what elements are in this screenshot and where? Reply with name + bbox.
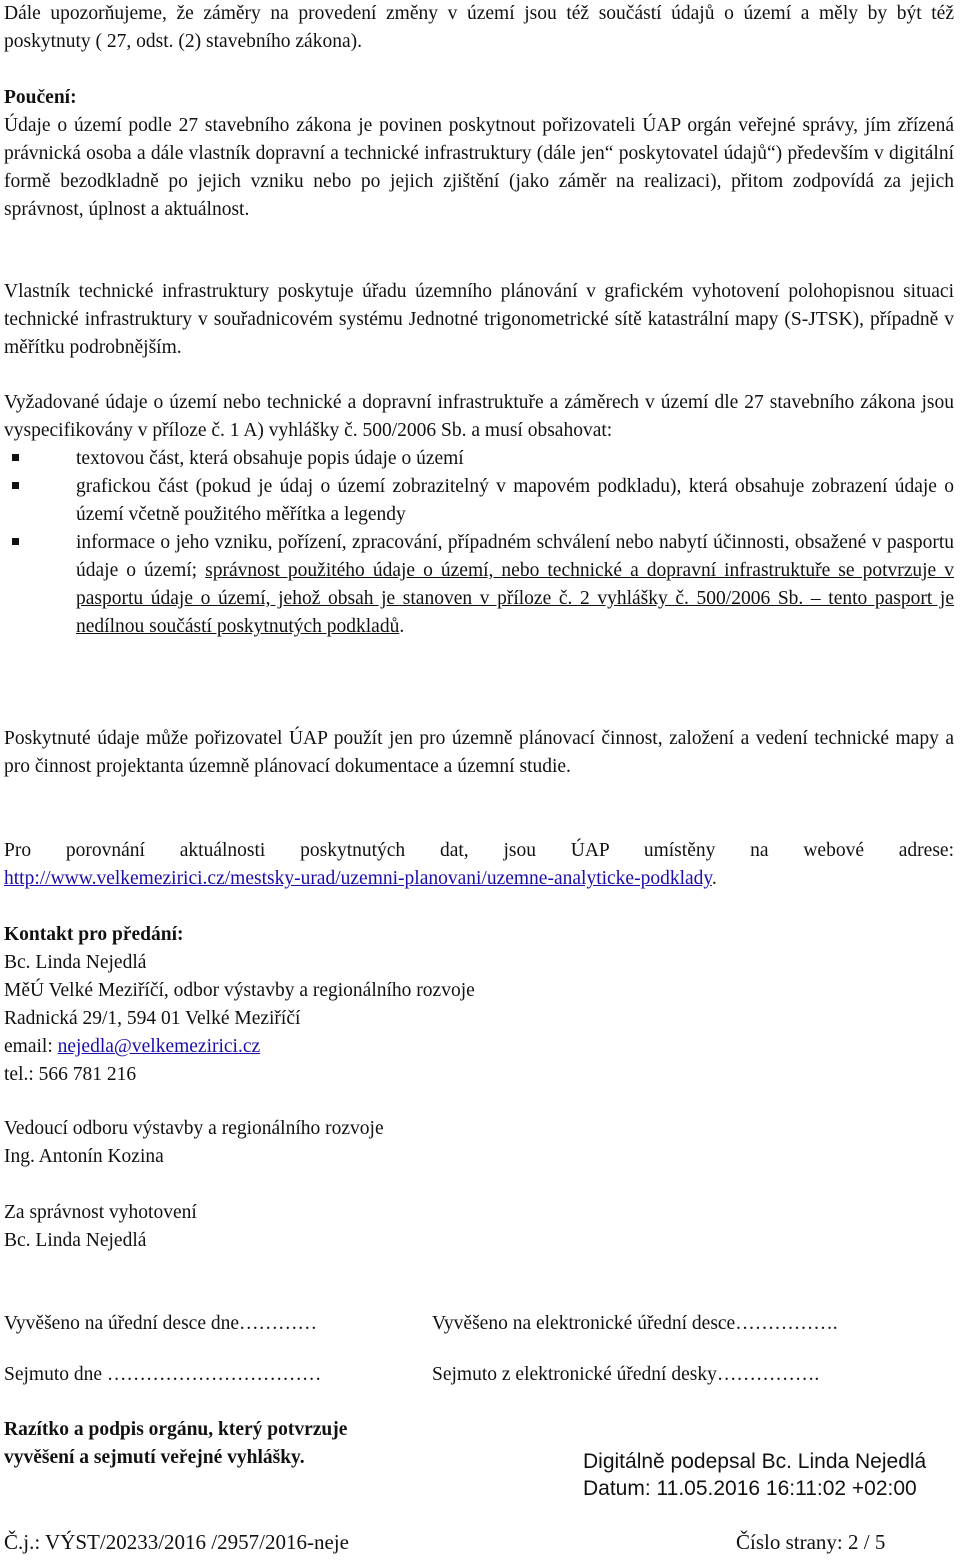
list-item-end: . <box>399 616 405 637</box>
list-item-underlined-text: správnost použitého údaje o území, nebo technické a dopravní infrastruktuře se potvrzuje v pasportu údaje o území, jehož obsah je stanoven v příloze č. 2 vyhlášky č. 500/2006 Sb. – tento pasport je nedílnou součástí poskytnutých podkladů <box>76 560 954 637</box>
kontakt-tel: tel.: 566 781 216 <box>4 1064 137 1085</box>
list-item <box>4 445 954 473</box>
porovnani-text: Pro porovnání aktuálnosti poskytnutých dat, jsou ÚAP umístěny na webové adrese: <box>4 840 954 861</box>
signature-line-2: Datum: 11.05.2016 16:11:02 +02:00 <box>583 1477 917 1500</box>
razitko-line-1: Razítko a podpis orgánu, který potvrzuje <box>4 1419 348 1440</box>
kontakt-heading: Kontakt pro předání: <box>4 924 184 945</box>
spravnost-title: Za správnost vyhotovení <box>4 1202 197 1223</box>
porovnani-text-container <box>4 837 954 893</box>
vyveseno-field: Vyvěšeno na úřední desce dne………… <box>4 1313 317 1334</box>
footer-reference-number: Č.j.: VÝST/20233/2016 /2957/2016-neje <box>4 1530 349 1554</box>
requirements-list <box>4 445 954 641</box>
vlastnik-paragraph <box>4 278 954 362</box>
vedouci-title: Vedoucí odboru výstavby a regionálního rozvoje <box>4 1118 384 1139</box>
sejmuto-field: Sejmuto dne …………………………… <box>4 1364 322 1385</box>
pouceni-section <box>4 84 954 224</box>
list-item <box>4 473 954 529</box>
kontakt-office: MěÚ Velké Meziříčí, odbor výstavby a regionálního rozvoje <box>4 980 475 1001</box>
vyzadovane-section <box>4 389 954 641</box>
square-bullet-icon <box>12 538 19 545</box>
spravnost-section <box>4 1199 954 1255</box>
square-bullet-icon <box>12 454 19 461</box>
digital-signature <box>583 1448 926 1502</box>
email-label: email: <box>4 1036 58 1057</box>
sejmuto-el-field: Sejmuto z elektronické úřední desky……………. <box>432 1364 820 1385</box>
pouceni-text: Údaje o území podle 27 stavebního zákona je povinen poskytnout pořizovateli ÚAP orgán veřejné správy, jím zřízená právnická osoba a dále vlastník dopravní a technické infrastruktury (dále jen“ poskytovatel údajů“) především v digitální formě bezodkladně po jejich vzniku nebo po jejich zjištění (jako záměr na realizaci), přitom zodpovídá za jejich správnost, úplnost a aktuálnost. <box>4 115 954 220</box>
poskytnute-paragraph <box>4 725 954 781</box>
porovnani-end: . <box>711 868 717 889</box>
intro-paragraph <box>4 0 954 56</box>
signature-line-1: Digitálně podepsal Bc. Linda Nejedlá <box>583 1450 927 1473</box>
footer-page-number: Číslo strany: 2 / 5 <box>736 1530 886 1554</box>
poskytnute-text: Poskytnuté údaje může pořizovatel ÚAP použít jen pro územně plánovací činnost, založení a vedení technické mapy a pro činnost projektanta územně plánovací dokumentace a územní studie. <box>4 728 954 777</box>
kontakt-email-line <box>4 1033 954 1061</box>
vlastnik-text: Vlastník technické infrastruktury poskytuje úřadu územního plánování v grafickém vyhotovení polohopisnou situaci technické infrastruktury v souřadnicovém systému Jednotné trigonometrické sítě katastrální mapy (S-JTSK), případně v měřítku podrobnějším. <box>4 281 954 358</box>
razitko-line-2: vyvěšení a sejmutí veřejné vyhlášky. <box>4 1447 305 1468</box>
email-link[interactable]: nejedla@velkemezirici.cz <box>57 1036 261 1057</box>
vyveseno-el-field: Vyvěšeno na elektronické úřední desce……………. <box>432 1313 838 1334</box>
kontakt-address: Radnická 29/1, 594 01 Velké Meziříčí <box>4 1008 301 1029</box>
uap-web-link[interactable]: http://www.velkemezirici.cz/mestsky-urad/uzemni-planovani/uzemne-analyticke-podklady <box>4 868 712 889</box>
intro-text: Dále upozorňujeme, že záměry na provedení změny v území jsou též součástí údajů o území a měly by být též poskytnuty ( 27, odst. (2) stavebního zákona). <box>4 3 954 52</box>
list-item-text: informace o jeho vzniku, pořízení, zpracování, případném schválení nebo nabytí účinnosti, obsažené v pasportu údaje o území; <box>76 532 954 581</box>
list-item <box>4 529 954 641</box>
vedouci-section <box>4 1115 954 1171</box>
vedouci-name: Ing. Antonín Kozina <box>4 1146 164 1167</box>
square-bullet-icon <box>12 482 19 489</box>
list-item-text: textovou část, která obsahuje popis údaje o území <box>76 448 464 469</box>
porovnani-paragraph <box>4 837 954 893</box>
kontakt-name: Bc. Linda Nejedlá <box>4 952 147 973</box>
list-item-text: grafickou část (pokud je údaj o území zobrazitelný v mapovém podkladu), která obsahuje zobrazení údaje o území včetně použitého měřítka a legendy <box>76 476 954 525</box>
spravnost-name: Bc. Linda Nejedlá <box>4 1230 147 1251</box>
kontakt-section <box>4 921 954 1089</box>
pouceni-heading: Poučení: <box>4 87 77 108</box>
vyzadovane-text: Vyžadované údaje o území nebo technické a dopravní infrastruktuře a záměrech v území dle 27 stavebního zákona jsou vyspecifikovány v příloze č. 1 A) vyhlášky č. 500/2006 Sb. a musí obsahovat: <box>4 392 954 441</box>
